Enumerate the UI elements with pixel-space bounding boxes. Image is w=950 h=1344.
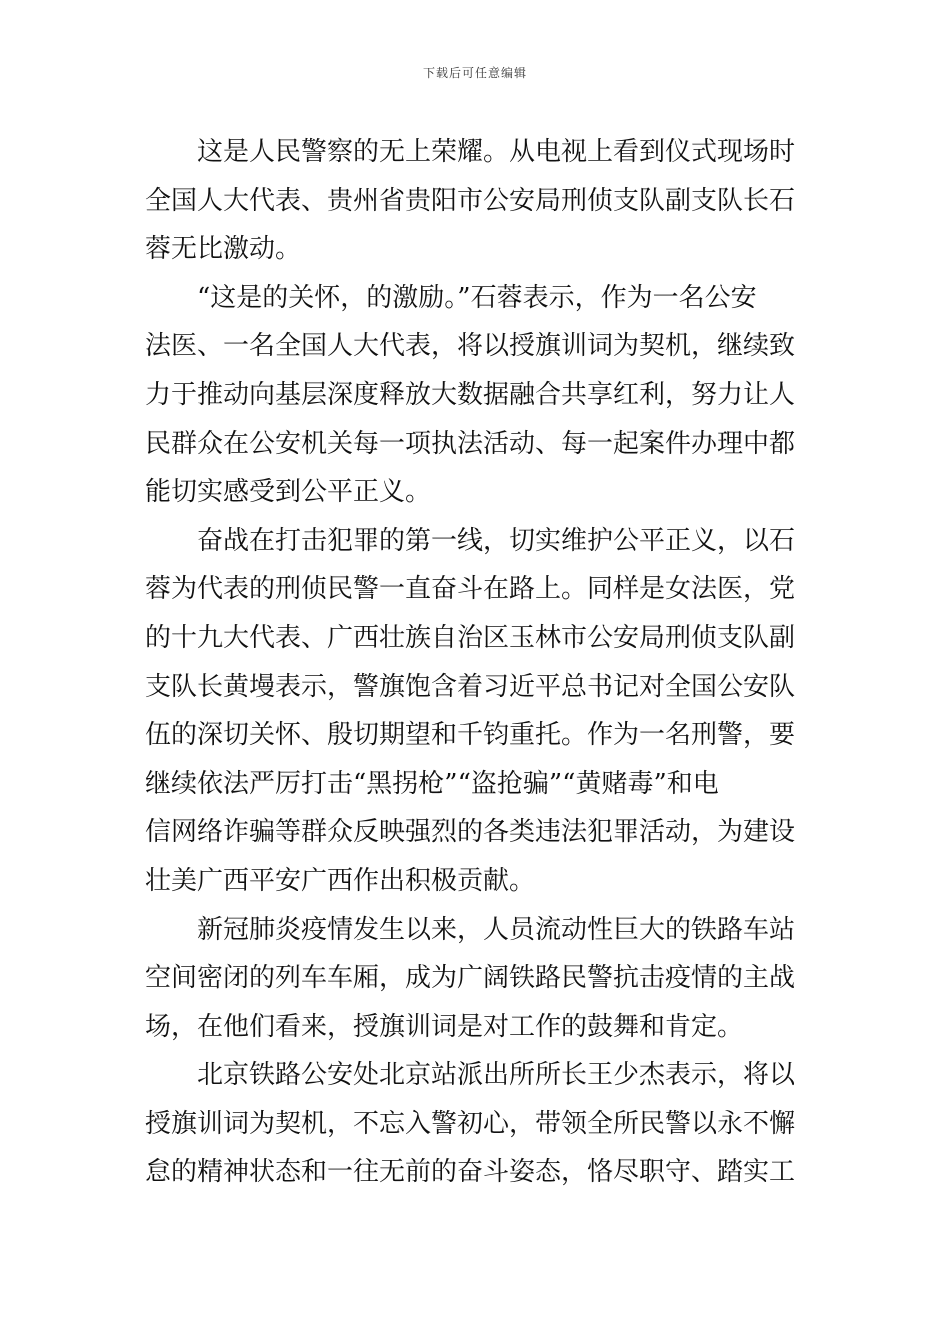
- paragraph-4: [145, 906, 809, 1052]
- text-line: 法医、一名全国人大代表，将以授旗训词为契机，继续致: [145, 331, 796, 362]
- paragraph-3: [145, 517, 809, 906]
- text-line: 支队长黄墁表示，警旗饱含着习近平总书记对全国公安队: [145, 671, 796, 702]
- text-line: 这是人民警察的无上荣耀。从电视上看到仪式现场时: [197, 137, 796, 167]
- text-line: 新冠肺炎疫情发生以来，人员流动性巨大的铁路车站: [197, 914, 796, 945]
- text-line: 蓉为代表的刑侦民警一直奋斗在路上。同样是女法医，党: [145, 574, 796, 605]
- text-line: 信网络诈骗等群众反映强烈的各类违法犯罪活动，为建设: [145, 817, 796, 848]
- text-line: 能切实感受到公平正义。: [145, 477, 432, 508]
- document-body: [145, 128, 809, 1197]
- text-line: 怠的精神状态和一往无前的奋斗姿态，恪尽职守、踏实工: [145, 1157, 796, 1188]
- text-line: 力于推动向基层深度释放大数据融合共享红利，努力让人: [145, 379, 796, 410]
- text-line: 民群众在公安机关每一项执法活动、每一起案件办理中都: [145, 428, 796, 459]
- text-line: 的十九大代表、广西壮族自治区玉林市公安局刑侦支队副: [145, 622, 796, 653]
- text-line: 全国人大代表、贵州省贵阳市公安局刑侦支队副支队长石: [145, 185, 796, 216]
- text-line: “这是的关怀，的激励。”石蓉表示，作为一名公安: [197, 282, 757, 313]
- paragraph-5: [145, 1051, 809, 1197]
- text-line: 继续依法严厉打击“黑拐枪”“盗抢骗”“黄赌毒”和电: [145, 768, 719, 799]
- text-line: 授旗训词为契机，不忘入警初心，带领全所民警以永不懈: [145, 1108, 796, 1139]
- text-line: 空间密闭的列车车厢，成为广阔铁路民警抗击疫情的主战: [145, 963, 796, 994]
- text-line: 奋战在打击犯罪的第一线，切实维护公平正义，以石: [197, 525, 796, 556]
- page-header: 下载后可任意编辑: [422, 66, 527, 80]
- text-line: 北京铁路公安处北京站派出所所长王少杰表示，将以: [197, 1060, 796, 1091]
- text-line: 蓉无比激动。: [145, 234, 302, 265]
- paragraph-2: [145, 274, 809, 517]
- text-line: 伍的深切关怀、殷切期望和千钧重托。作为一名刑警，要: [145, 720, 796, 751]
- text-line: 场，在他们看来，授旗训词是对工作的鼓舞和肯定。: [145, 1011, 744, 1042]
- paragraph-1: [145, 128, 809, 274]
- text-line: 壮美广西平安广西作出积极贡献。: [145, 865, 536, 896]
